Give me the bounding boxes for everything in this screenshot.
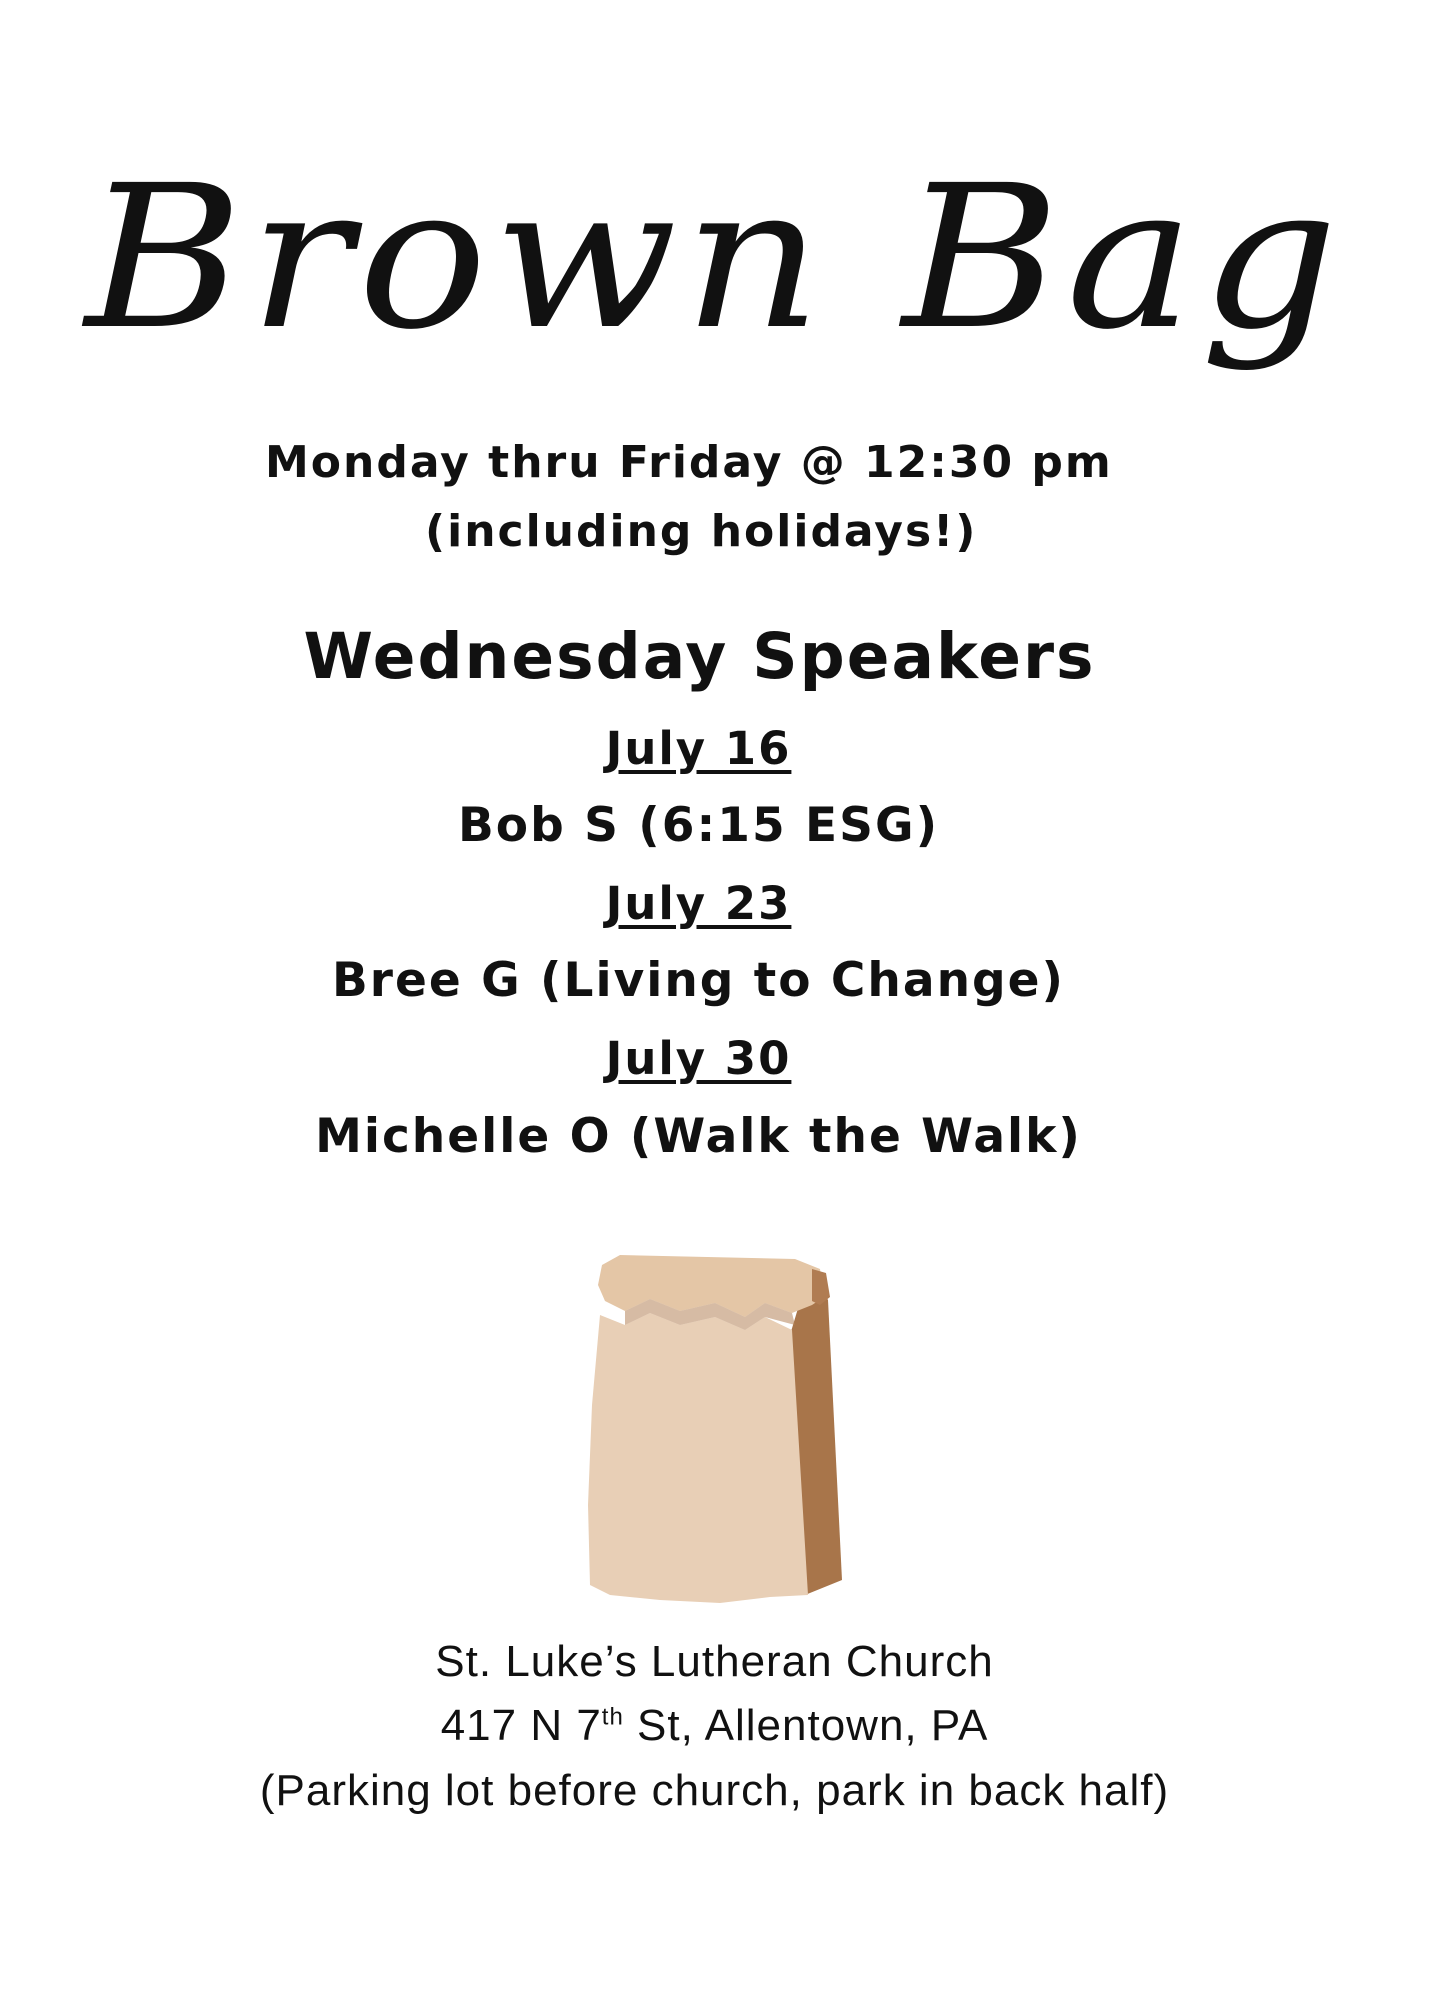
address-superscript: th	[601, 1703, 624, 1731]
speakers-heading: Wednesday Speakers	[303, 620, 1096, 693]
speaker-date-1: July 16	[605, 722, 792, 775]
parking-note: (Parking lot before church, park in back half)	[259, 1766, 1170, 1815]
flyer-title: Brown Bag	[85, 142, 1344, 373]
speaker-date-3: July 30	[605, 1032, 792, 1085]
brown-paper-bag-icon	[580, 1255, 875, 1615]
speaker-name-1: Bob S (6:15 ESG)	[457, 798, 940, 853]
holidays-note: (including holidays!)	[425, 506, 978, 557]
schedule-text: Monday thru Friday @ 12:30 pm	[265, 437, 1113, 488]
speaker-name-2: Bree G (Living to Change)	[331, 953, 1066, 1008]
church-address	[0, 1701, 1429, 1751]
speaker-name-3: Michelle O (Walk the Walk)	[315, 1109, 1082, 1164]
church-name: St. Luke’s Lutheran Church	[435, 1637, 994, 1686]
address-prefix: 417 N 7	[440, 1701, 602, 1750]
address-suffix: St, Allentown, PA	[623, 1701, 989, 1750]
speaker-date-2: July 23	[605, 877, 792, 930]
